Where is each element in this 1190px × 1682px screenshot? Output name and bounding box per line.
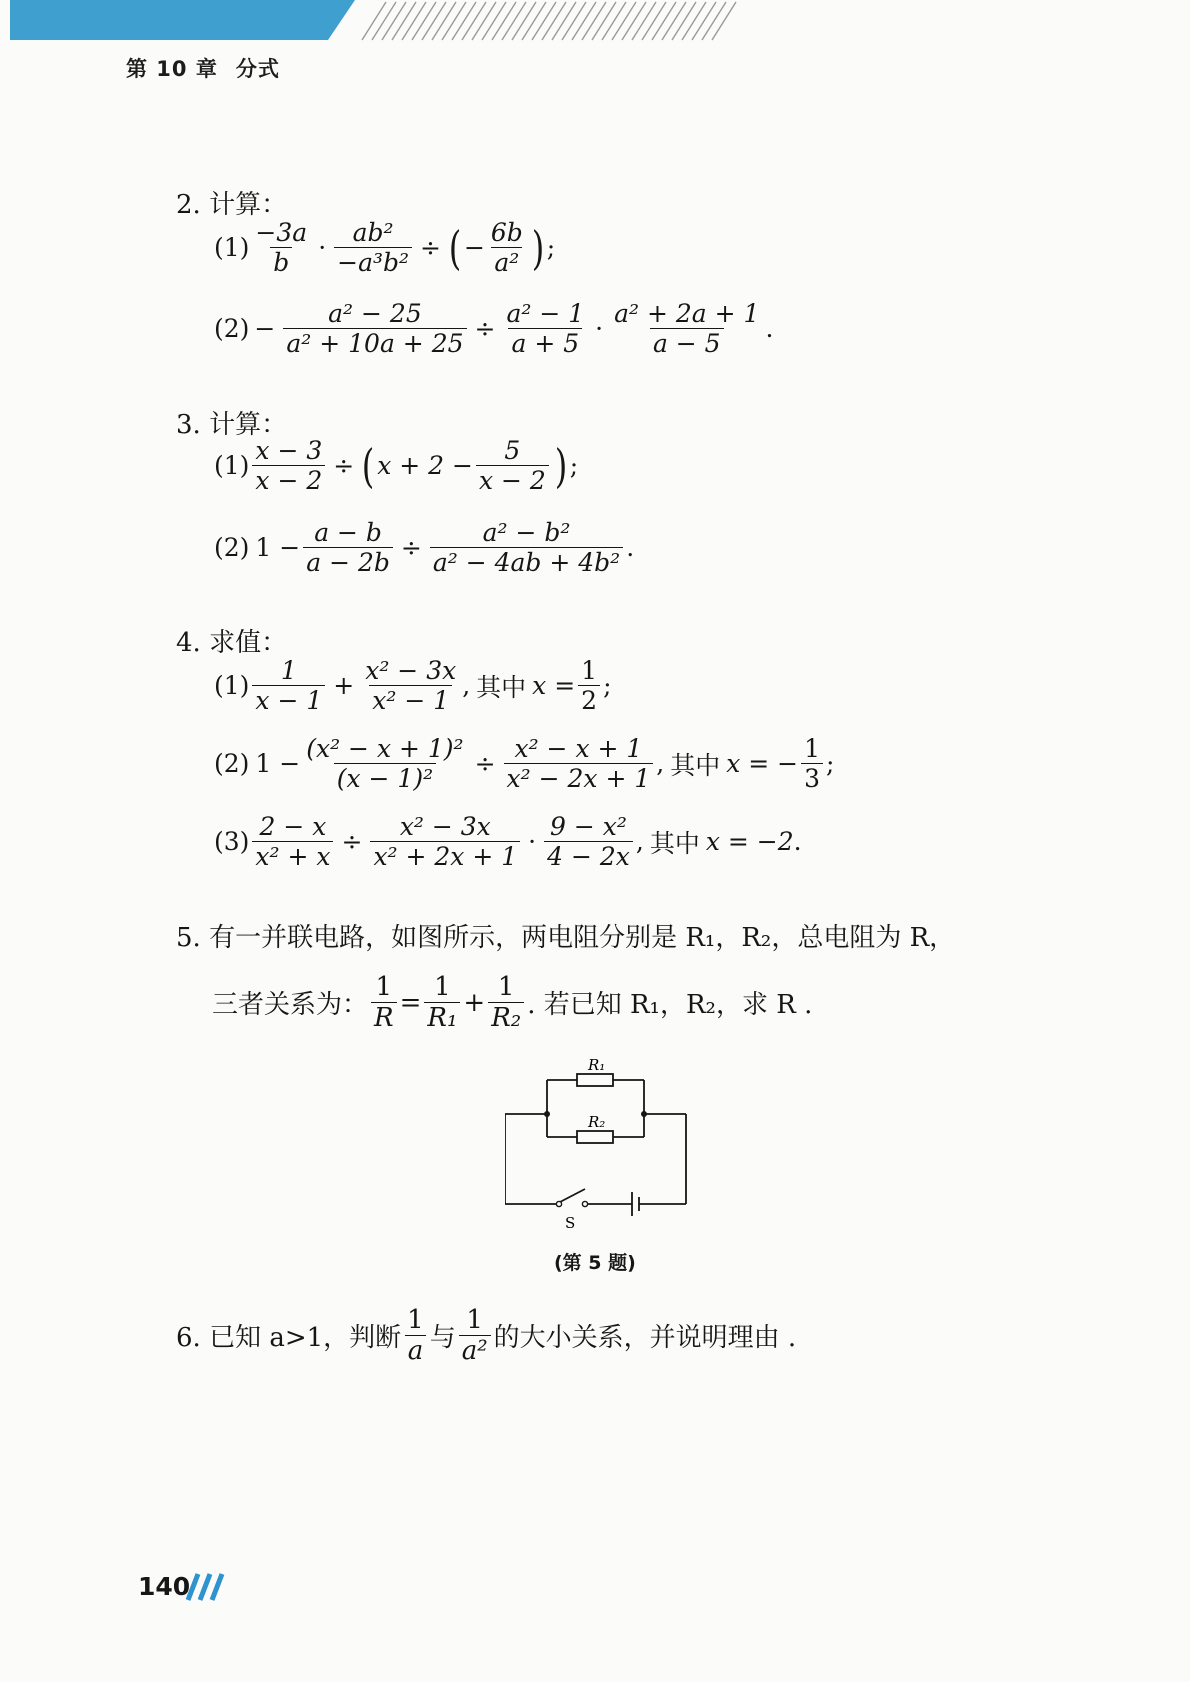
chapter-title	[126, 53, 280, 83]
fraction: $\frac{\text{a² − b²}}{\text{a² − 4ab + 4b²}}$	[430, 520, 623, 577]
item-number: (1)	[214, 233, 250, 263]
fraction: $\frac{6b}{\text{a²}}$	[490, 217, 523, 277]
r2-label: R₂	[588, 1113, 606, 1131]
fraction: $\frac{1}{\text{R₁}}$	[424, 974, 460, 1033]
page-number: 140	[138, 1572, 191, 1601]
fraction: $\frac{\text{x² − 3x}}{\text{x² − 1}}$	[365, 655, 457, 715]
item-number: (2)	[214, 749, 250, 779]
fraction: $\frac{\text{9 − x²}}{4 - 2x}$	[544, 814, 633, 871]
fraction: $\frac{1}{3}$	[801, 736, 823, 793]
parallel-circuit-diagram	[505, 1052, 695, 1242]
fraction: $\frac{1}{x - 1}$	[252, 658, 325, 715]
item-number: (2)	[214, 533, 250, 563]
r1-label: R₁	[588, 1056, 606, 1074]
fraction: $\frac{1}{2}$	[578, 658, 600, 715]
fraction: $\frac{1}{a}$	[404, 1307, 427, 1366]
fraction: $\frac{\text{x² − 3x}}{\text{x² + 2x + 1}}$	[370, 814, 520, 871]
fraction: $\frac{x - 3}{x - 2}$	[252, 438, 325, 495]
fraction: $\frac{\text{ab²}}{\text{−a³b²}}$	[334, 220, 412, 277]
chapter-name: 分式	[235, 57, 280, 81]
figure-caption: (第 5 题)	[554, 1252, 636, 1274]
fraction: $\frac{a - b}{a - 2b}$	[303, 520, 393, 577]
fraction: $\frac{2 - x}{\text{x² + x}}$	[252, 814, 333, 871]
fraction: $\frac{1}{R}$	[371, 974, 397, 1033]
item-number: (2)	[214, 314, 250, 344]
problem-4-label: 4. 求值：	[176, 628, 288, 658]
fraction: $\frac{-3a}{b}$	[255, 217, 308, 277]
problem-5-line1: 5. 有一并联电路，如图所示，两电阻分别是 R₁，R₂，总电阻为 R，	[176, 923, 956, 953]
item-number: (3)	[214, 827, 250, 857]
fraction: $\frac{\text{x² − x + 1}}{\text{x² − 2x + 1}}$	[504, 736, 654, 793]
fraction: $\frac{\text{(x² − x + 1)²}}{\text{(x − 1)²}}$	[306, 733, 464, 793]
chapter-label: 第 10 章	[126, 57, 218, 81]
fraction: $\frac{\text{a² − 25}}{\text{a² + 10a + 25}}$	[283, 301, 466, 358]
problem-3-label: 3. 计算：	[176, 410, 288, 440]
fraction: $\frac{\text{a² − 1}}{a + 5}$	[506, 298, 585, 358]
page-slash-decoration	[184, 1570, 228, 1602]
fraction: $\frac{5}{x - 2}$	[476, 438, 549, 495]
header-bar	[10, 0, 750, 44]
fraction: $\frac{1}{\text{a²}}$	[459, 1307, 491, 1366]
fraction: $\frac{1}{\text{R₂}}$	[488, 974, 524, 1033]
switch-label: S	[565, 1214, 576, 1232]
item-number: (1)	[214, 451, 250, 481]
problem-2-label: 2. 计算：	[176, 190, 288, 220]
item-number: (1)	[214, 671, 250, 701]
fraction: $\frac{\text{a² + 2a + 1}}{a - 5}$	[614, 298, 760, 358]
